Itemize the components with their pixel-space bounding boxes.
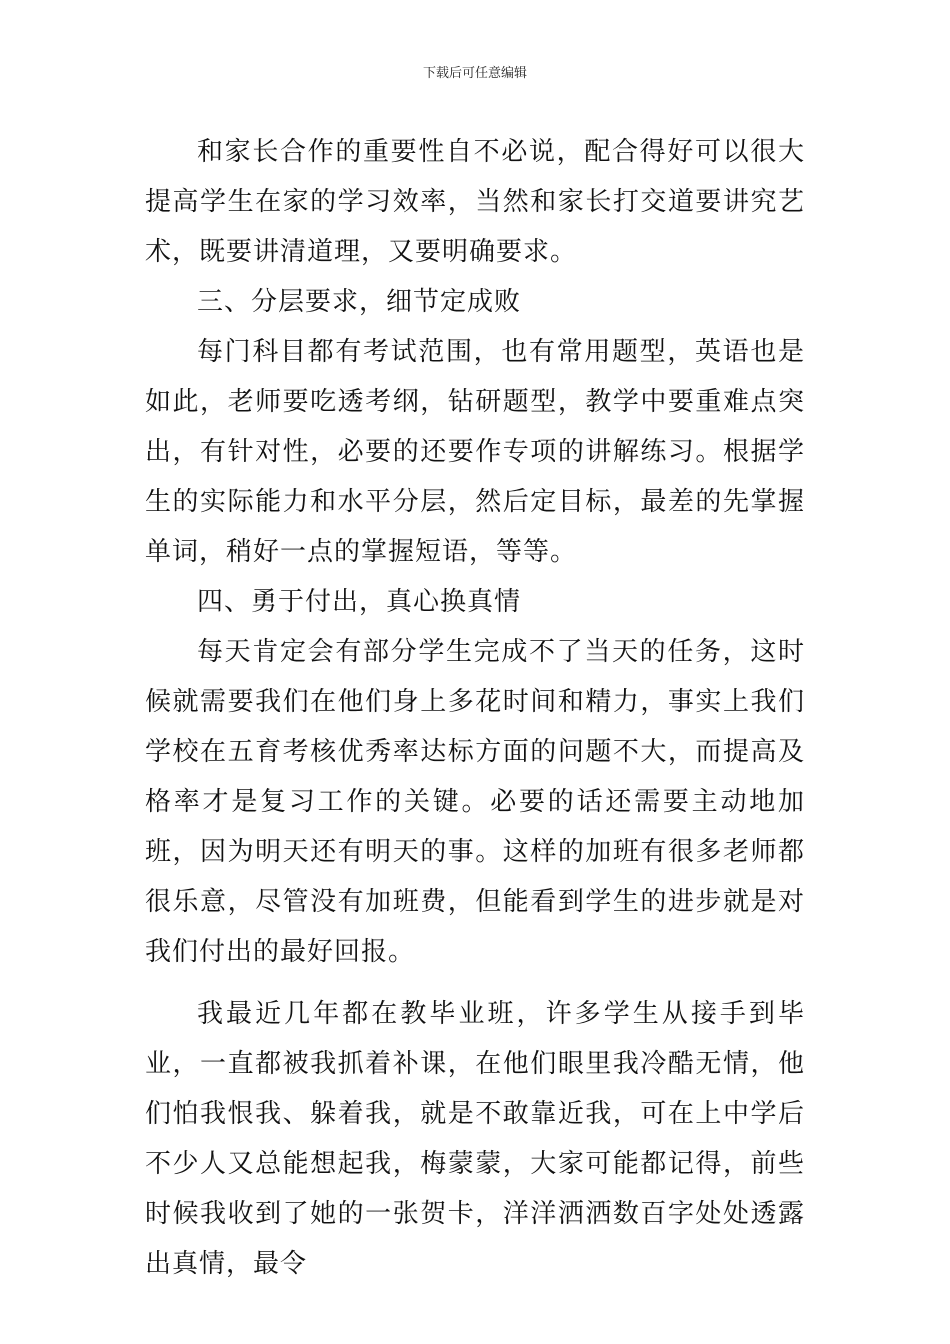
paragraph-graduating-class: 我最近几年都在教毕业班，许多学生从接手到毕业，一直都被我抓着补课，在他们眼里我冷酷无情，他们怕我恨我、躲着我，就是不敢靠近我，可在上中学后不少人又总能想起我，梅蒙蒙，大家可能都记得，前些时候我收到了她的一张贺卡，洋洋洒洒数百字处处透露出真情，最令 (145, 999, 805, 1279)
paragraph-exam-scope: 每门科目都有考试范围，也有常用题型，英语也是如此，老师要吃透考纲，钻研题型，教学中要重难点突出，有针对性，必要的还要作专项的讲解练习。根据学生的实际能力和水平分层，然后定目标，最差的先掌握单词，稍好一点的掌握短语，等等。 (145, 337, 805, 567)
paragraph-extra-time: 每天肯定会有部分学生完成不了当天的任务，这时候就需要我们在他们身上多花时间和精力，事实上我们学校在五育考核优秀率达标方面的问题不大，而提高及格率才是复习工作的关键。必要的话还需要主动地加班，因为明天还有明天的事。这样的加班有很多老师都很乐意，尽管没有加班费，但能看到学生的进步就是对我们付出的最好回报。 (145, 637, 805, 967)
document-body (145, 127, 805, 1289)
section-heading-dedication: 四、勇于付出，真心换真情 (197, 587, 522, 617)
section-heading-layered-requirements: 三、分层要求，细节定成败 (197, 287, 522, 317)
paragraph-parent-cooperation: 和家长合作的重要性自不必说，配合得好可以很大提高学生在家的学习效率，当然和家长打交道要讲究艺术，既要讲清道理，又要明确要求。 (145, 137, 805, 267)
page-header-note: 下载后可任意编辑 (422, 66, 527, 81)
